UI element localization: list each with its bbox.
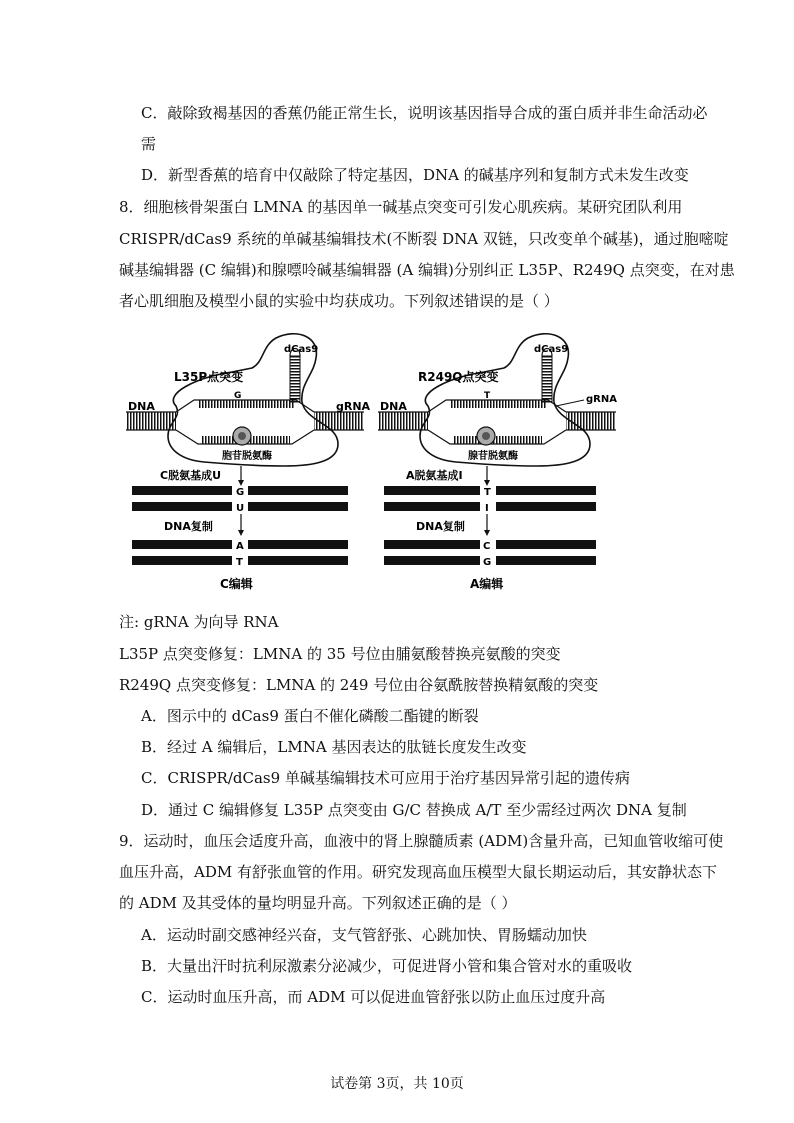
left-arrow-1 [238,480,244,486]
right-dcas9-label: dCas9 [534,344,569,355]
left-dcas9-label: dCas9 [284,344,319,355]
left-bar-1a [132,486,232,495]
left-arrow-2 [238,530,244,536]
right-panel [378,334,616,466]
question-8-line1: 8．细胞核骨架蛋白 LMNA 的基因单一碱基点突变可引发心肌疾病。某研究团队利用 [119,198,683,216]
left-bar-1b [248,486,348,495]
q9-option-b: B．大量出汗时抗利尿激素分泌减少，可促进肾小管和集合管对水的重吸收 [141,957,633,975]
left-bar-4b [248,556,348,565]
left-title: L35P点突变 [174,370,244,384]
right-pair1-bottom: I [485,503,489,514]
left-base-label: G [234,391,242,401]
right-step2: DNA复制 [416,520,465,533]
right-dna-label: DNA [380,400,407,413]
left-pair1-bottom: U [236,503,245,514]
right-arrow-1 [484,480,490,486]
note-l35p: L35P 点突变修复：LMNA 的 35 号位由脯氨酸替换亮氨酸的突变 [119,645,561,663]
q9-option-a: A．运动时副交感神经兴奋，支气管舒张、心跳加快、胃肠蠕动加快 [141,926,587,944]
question-8-line2: CRISPR/dCas9 系统的单碱基编辑技术(不断裂 DNA 双链，只改变单个碱基)，通过胞嘧啶 [119,230,729,248]
option-c-line1: C．敲除致褐基因的香蕉仍能正常生长，说明该基因指导合成的蛋白质并非生命活动必 [141,104,708,122]
left-bar-2b [248,502,348,511]
right-base-label: T [484,391,491,401]
left-bar-4a [132,556,232,565]
right-bar-1a [384,486,480,495]
q8-option-b: B．经过 A 编辑后，LMNA 基因表达的肽链长度发生改变 [141,738,527,756]
option-d-line: D．新型香蕉的培育中仅敲除了特定基因，DNA 的碱基序列和复制方式未发生改变 [141,166,689,184]
right-bar-4b [496,556,596,565]
figure-note: 注: gRNA 为向导 RNA [119,613,279,631]
left-pair1-top: G [236,487,245,498]
right-bar-1b [496,486,596,495]
right-bar-2a [384,502,480,511]
question-8-line4: 者心肌细胞及模型小鼠的实验中均获成功。下列叙述错误的是（ ） [119,292,559,310]
left-bar-3a [132,540,232,549]
left-enzyme-label: 胞苷脱氨酶 [222,451,272,462]
right-pair1-top: T [484,487,491,498]
left-pair2-bottom: T [236,557,243,568]
left-dna-label: DNA [128,400,155,413]
right-bar-2b [496,502,596,511]
option-c-line2: 需 [141,135,157,153]
right-enzyme-label: 腺苷脱氨酶 [468,451,518,462]
question-9-line2: 血压升高，ADM 有舒张血管的作用。研究发现高血压模型大鼠长期运动后，其安静状态下 [119,863,717,881]
question-9-line3: 的 ADM 及其受体的量均明显升高。下列叙述正确的是（ ） [119,894,517,912]
left-bar-3b [248,540,348,549]
left-bar-2a [132,502,232,511]
right-title: R249Q点突变 [418,370,499,384]
left-grna-label: gRNA [336,400,371,413]
q8-option-d: D．通过 C 编辑修复 L35P 点突变由 G/C 替换成 A/T 至少需经过两次 DNA 复制 [141,801,687,819]
page-footer: 试卷第 3页，共 10页 [330,1076,464,1092]
question-8-line3: 碱基编辑器 (C 编辑)和腺嘌呤碱基编辑器 (A 编辑)分别纠正 L35P、R249Q 点突变，在对患 [119,261,735,279]
right-bar-4a [384,556,480,565]
left-caption: C编辑 [220,577,253,591]
right-grna-label: gRNA [586,394,617,405]
right-arrow-2 [484,530,490,536]
right-pair2-bottom: G [483,557,492,568]
q8-option-a: A．图示中的 dCas9 蛋白不催化磷酸二酯键的断裂 [141,707,479,725]
question-9-line1: 9．运动时，血压会适度升高，血液中的肾上腺髓质素 (ADM)含量升高，已知血管收缩可使 [119,832,724,850]
left-pair2-top: A [236,541,244,552]
left-panel [126,334,364,466]
base-editing-figure [124,326,618,596]
right-bar-3b [496,540,596,549]
right-caption: A编辑 [470,577,504,591]
note-r249q: R249Q 点突变修复：LMNA 的 249 号位由谷氨酰胺替换精氨酸的突变 [119,676,599,694]
right-step1: A脱氨基成I [406,469,463,482]
q8-option-c: C．CRISPR/dCas9 单碱基编辑技术可应用于治疗基因异常引起的遗传病 [141,769,630,787]
q9-option-c: C．运动时血压升高，而 ADM 可以促进血管舒张以防止血压过度升高 [141,988,606,1006]
left-step1: C脱氨基成U [160,469,222,482]
right-bar-3a [384,540,480,549]
left-step2: DNA复制 [164,520,213,533]
right-pair2-top: C [483,541,491,552]
